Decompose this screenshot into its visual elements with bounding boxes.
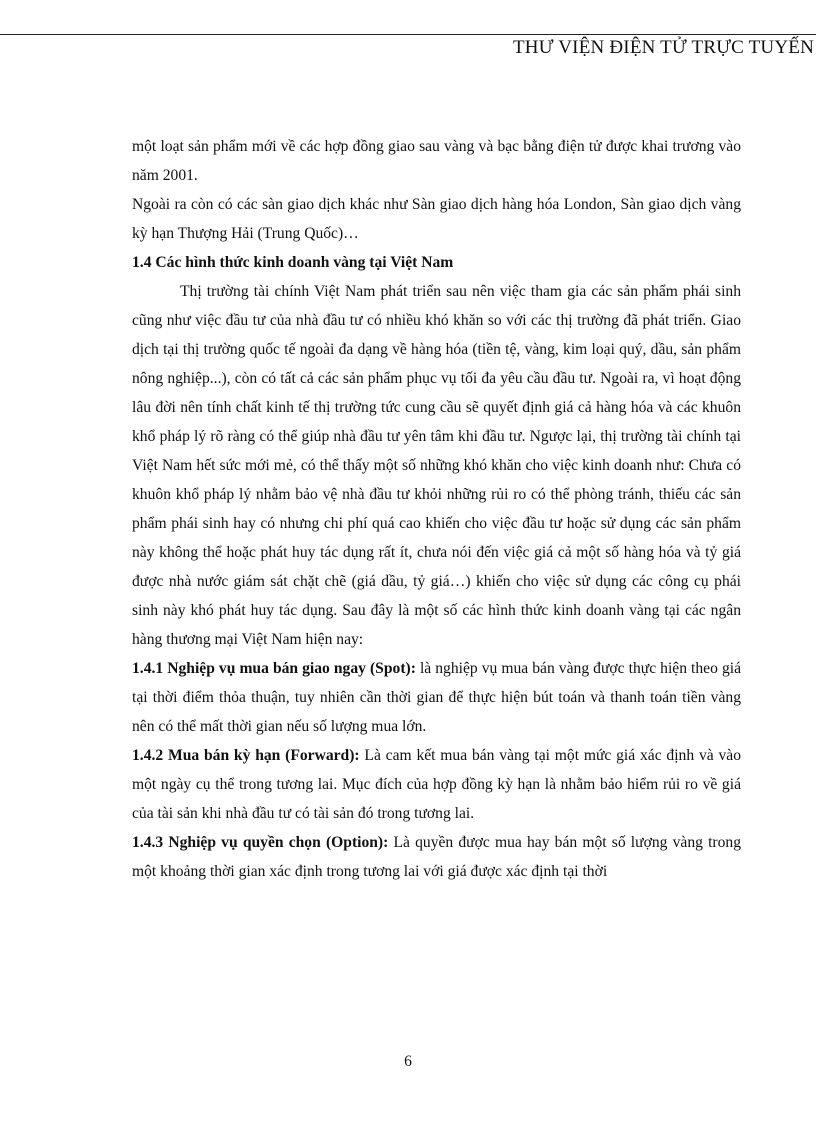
spot-description: là nghiệp vụ mua bán vàng được thực hiện theo giá tại thời điểm thỏa thuận, tuy nhiên cần thời gian để thực hiện bút toán và thanh toán tiền vàng nên có thể mất thời gian nếu số lượng mua lớn. [132, 660, 741, 735]
forward-term: 1.4.2 Mua bán kỳ hạn (Forward): [132, 747, 360, 764]
paragraph-vietnam-market: Thị trường tài chính Việt Nam phát triển sau nên việc tham gia các sản phẩm phái sinh cũng như việc đầu tư của nhà đầu tư có nhiều khó khăn so với các thị trường đã phát triển. Giao dịch tại thị trường quốc tế ngoài đa dạng về hàng hóa (tiền tệ, vàng, kim loại quý, dầu, sản phẩm nông nghiệp...), còn có tất cả các sản phẩm phục vụ tối đa yêu cầu đầu tư. Ngoài ra, vì hoạt động lâu đời nên tính chất kinh tế thị trường tức cung cầu sẽ quyết định giá cả hàng hóa và các khuôn khổ pháp lý rõ ràng có thể giúp nhà đầu tư yên tâm khi đầu tư. Ngược lại, thị trường tài chính tại Việt Nam hết sức mới mẻ, có thể thấy một số những khó khăn cho việc kinh doanh như: Chưa có khuôn khổ pháp lý nhằm bảo vệ nhà đầu tư khỏi những rủi ro có thể phòng tránh, thiếu các sản phẩm phái sinh hay có nhưng chi phí quá cao khiến cho việc đầu tư hoặc sử dụng các sản phẩm này không thể hoặc phát huy tác dụng rất ít, chưa nói đến việc giá cả một số hàng hóa và tỷ giá được nhà nước giám sát chặt chẽ (giá dầu, tỷ giá…) khiến cho việc sử dụng các công cụ phái sinh này khó phát huy tác dụng. Sau đây là một số các hình thức kinh doanh vàng tại các ngân hàng thương mại Việt Nam hiện nay: [132, 283, 741, 648]
option-description: Là quyền được mua hay bán một số lượng vàng trong một khoảng thời gian xác định trong tương lai với giá được xác định tại thời [132, 834, 741, 880]
paragraph-option [132, 828, 741, 886]
header-rule [0, 34, 816, 35]
header-title: THƯ VIỆN ĐIỆN TỬ TRỰC TUYẾN [512, 37, 814, 58]
option-term: 1.4.3 Nghiệp vụ quyền chọn (Option): [132, 834, 389, 851]
paragraph-spot [132, 654, 741, 741]
paragraph-other-exchanges: Ngoài ra còn có các sàn giao dịch khác như Sàn giao dịch hàng hóa London, Sàn giao dịch vàng kỳ hạn Thượng Hải (Trung Quốc)… [132, 196, 741, 242]
paragraph-forward [132, 741, 741, 828]
paragraph-continuation: một loạt sản phẩm mới về các hợp đồng giao sau vàng và bạc bằng điện tử được khai trương vào năm 2001. [132, 138, 741, 184]
page-content [132, 132, 741, 886]
section-heading: 1.4 Các hình thức kinh doanh vàng tại Việt Nam [132, 254, 454, 271]
page-number: 6 [404, 1053, 412, 1070]
spot-term: 1.4.1 Nghiệp vụ mua bán giao ngay (Spot): [132, 660, 416, 677]
forward-description: Là cam kết mua bán vàng tại một mức giá xác định và vào một ngày cụ thể trong tương lai. Mục đích của hợp đồng kỳ hạn là nhằm bảo hiểm rủi ro về giá của tài sản khi nhà đầu tư có tài sản đó trong tương lai. [132, 747, 741, 822]
